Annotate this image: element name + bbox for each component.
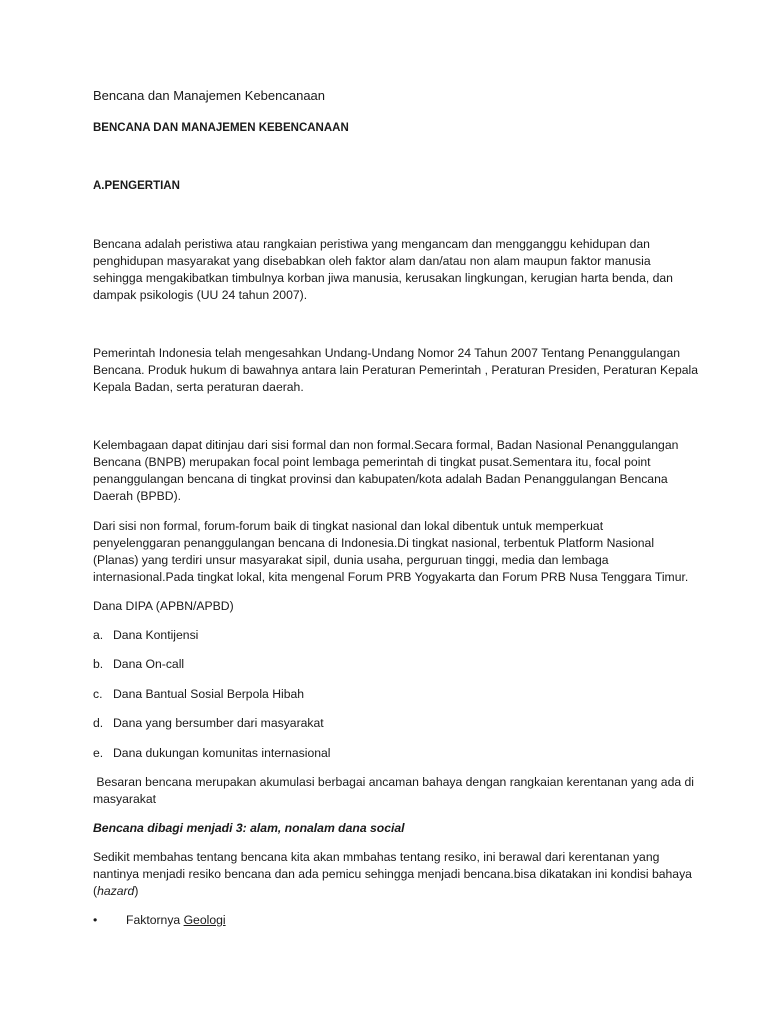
paragraph-regulation xyxy=(93,345,699,396)
emphasis-heading: Bencana dibagi menjadi 3: alam, nonalam dana social xyxy=(93,821,405,835)
list-item-text: Dana dukungan komunitas internasional xyxy=(113,746,331,760)
paragraph-non-formal xyxy=(93,518,688,586)
paren-close: ) xyxy=(134,884,139,898)
paren-open: ( xyxy=(93,884,98,898)
text-line: sehingga mengakibatkan timbulnya korban jiwa manusia, kerusakan lingkungan, kerugian harta benda, dan xyxy=(93,271,673,285)
text-line: nantinya menjadi resiko bencana dan ada pemicu sehingga menjadi bencana.bisa dikatakan ini kondisi bahaya xyxy=(93,867,692,881)
bullet-item xyxy=(93,912,688,929)
paragraph-risk xyxy=(93,849,692,900)
list-item-text: Dana Bantual Sosial Berpola Hibah xyxy=(113,687,305,701)
text-line: Bencana (BNPB) merupakan focal point lembaga pemerintah di tingkat pusat.Sementara itu, focal point xyxy=(93,455,651,469)
list-item-text: Dana yang bersumber dari masyarakat xyxy=(113,716,324,730)
list-item xyxy=(93,745,688,762)
text-line xyxy=(93,883,688,900)
list-marker: c. xyxy=(93,687,103,701)
text-line: Daerah (BPBD). xyxy=(93,489,182,503)
text-line: masyarakat xyxy=(93,792,156,806)
text-line: Besaran bencana merupakan akumulasi berbagai ancaman bahaya dengan rangkaian kerentanan yang ada di xyxy=(93,775,695,789)
list-marker: e. xyxy=(93,746,104,760)
hazard-term: hazard xyxy=(97,884,135,898)
list-item xyxy=(93,715,688,732)
text-line: penyelenggaran penanggulangan bencana di Indonesia.Di tingkat nasional, terbentuk Platform Nasional xyxy=(93,536,655,550)
document-heading: BENCANA DAN MANAJEMEN KEBENCANAAN xyxy=(93,122,349,134)
list-marker: d. xyxy=(93,716,104,730)
list-item xyxy=(93,656,688,673)
list-item-text: Dana Kontijensi xyxy=(113,628,199,642)
paragraph-besaran xyxy=(93,774,695,808)
list-item xyxy=(93,686,688,703)
list-marker: a. xyxy=(93,628,104,642)
list-item xyxy=(93,627,688,644)
bullet-icon: • xyxy=(93,913,98,927)
document-title: Bencana dan Manajemen Kebencanaan xyxy=(93,88,326,103)
dana-heading: Dana DIPA (APBN/APBD) xyxy=(93,599,234,613)
text-line: penanggulangan bencana di tingkat provinsi dan kabupaten/kota adalah Badan Penanggulangan Bencana xyxy=(93,472,668,486)
paragraph-institution xyxy=(93,437,688,505)
list-item-text: Dana On-call xyxy=(113,657,185,671)
text-line: Kelembagaan dapat ditinjau dari sisi formal dan non formal.Secara formal, Badan Nasional Penanggulangan xyxy=(93,438,679,452)
text-line: Dari sisi non formal, forum-forum baik di tingkat nasional dan lokal dibentuk untuk memperkuat xyxy=(93,519,604,533)
text-line: penghidupan masyarakat yang disebabkan oleh faktor alam dan/atau non alam maupun faktor manusia xyxy=(93,254,651,268)
text-line: Sedikit membahas tentang bencana kita akan mmbahas tentang resiko, ini berawal dari kerentanan yang xyxy=(93,850,660,864)
list-marker: b. xyxy=(93,657,104,671)
text-line: (Planas) yang terdiri unsur masyarakat sipil, dunia usaha, perguruan tinggi, media dan lembaga xyxy=(93,553,609,567)
geologi-link[interactable]: Geologi xyxy=(183,913,226,927)
text-line: Bencana adalah peristiwa atau rangkaian peristiwa yang mengancam dan mengganggu kehidupan dan xyxy=(93,237,650,251)
text-line: Bencana. Produk hukum di bawahnya antara lain Peraturan Pemerintah , Peraturan Presiden, Peraturan Kepala xyxy=(93,363,699,377)
bullet-prefix: Faktornya xyxy=(126,913,184,927)
text-line: Kepala Badan, serta peraturan daerah. xyxy=(93,380,304,394)
paragraph-definition xyxy=(93,236,688,304)
text-line: Pemerintah Indonesia telah mengesahkan Undang-Undang Nomor 24 Tahun 2007 Tentang Penanggulangan xyxy=(93,346,681,360)
text-line: dampak psikologis (UU 24 tahun 2007). xyxy=(93,288,308,302)
section-heading: A.PENGERTIAN xyxy=(93,180,180,192)
text-line: internasional.Pada tingkat lokal, kita mengenal Forum PRB Yogyakarta dan Forum PRB Nusa Tenggara Timur. xyxy=(93,570,689,584)
